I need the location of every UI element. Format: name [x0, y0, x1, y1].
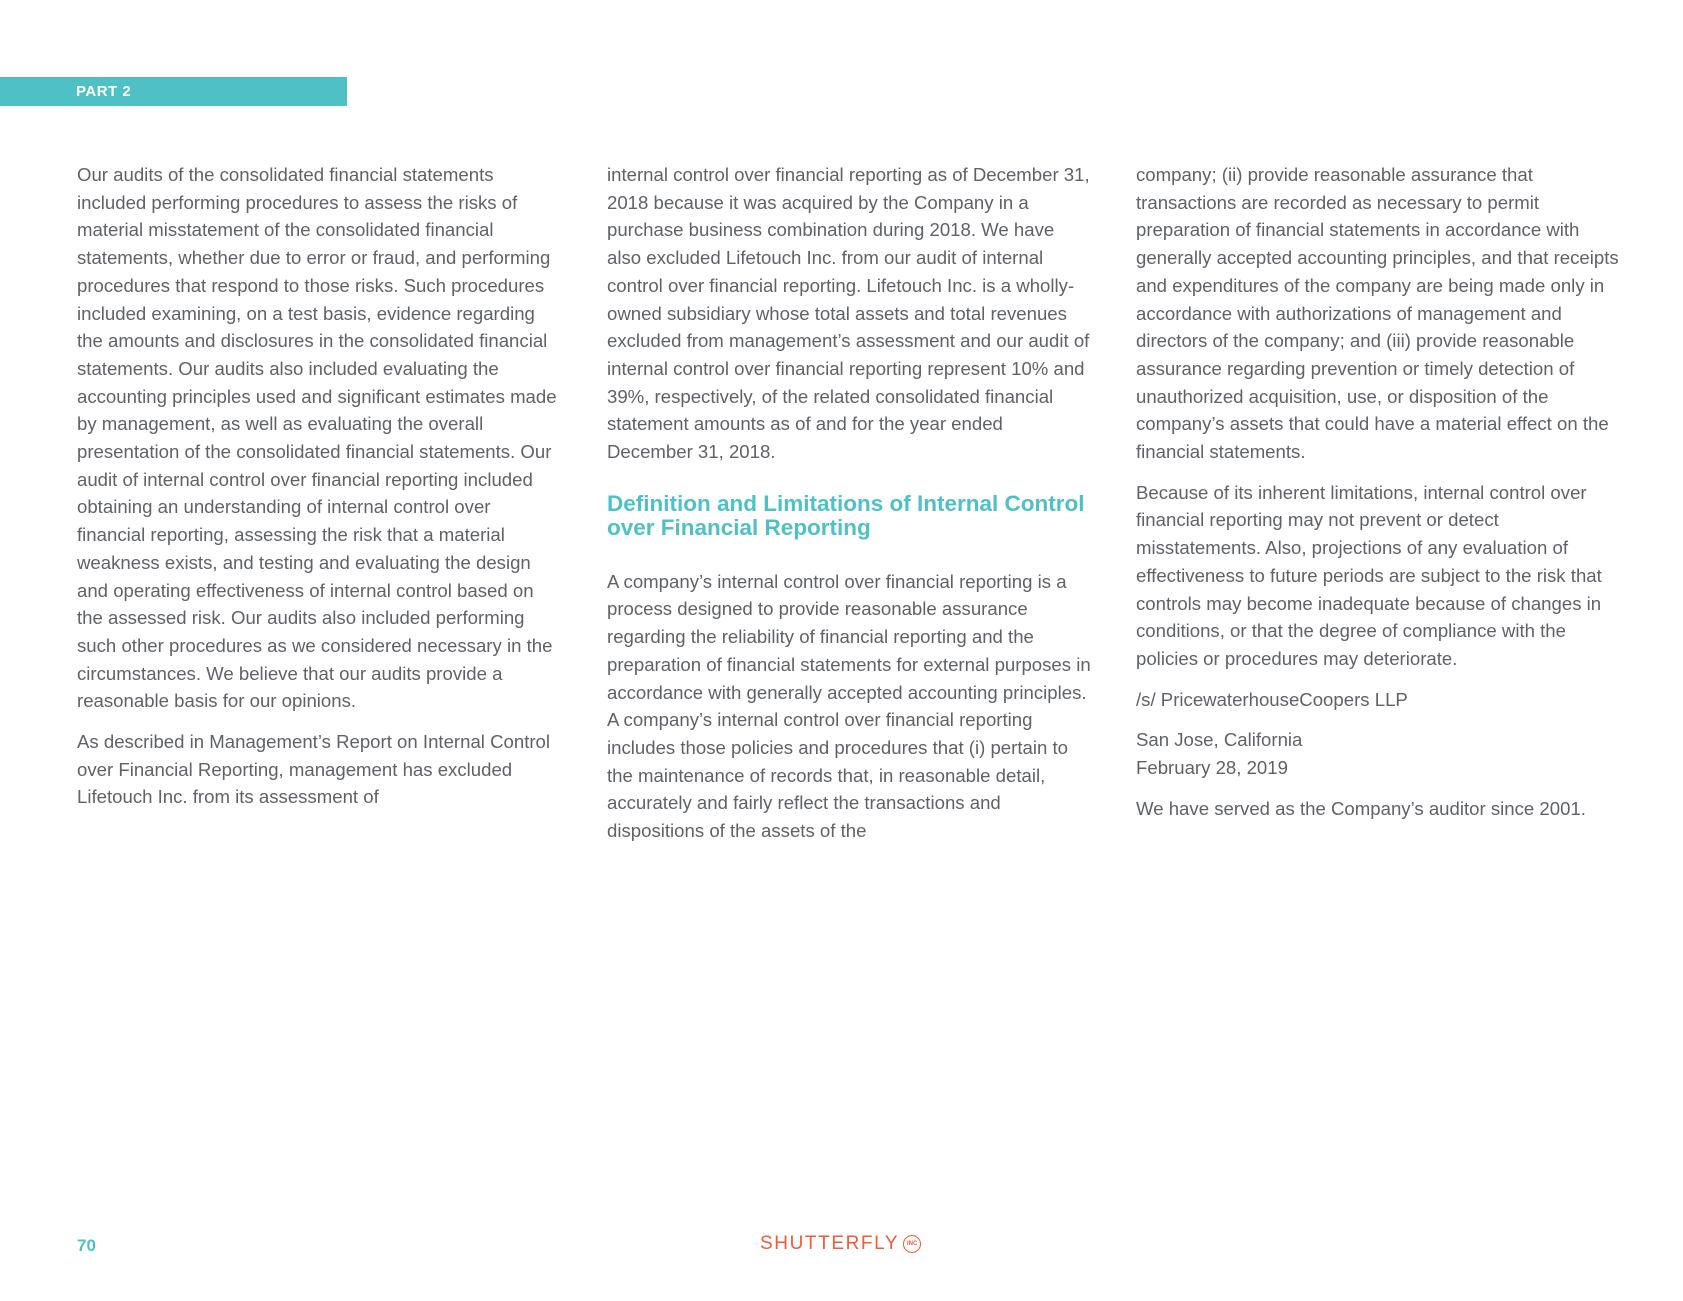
text-column-middle [607, 161, 1093, 858]
section-heading: Definition and Limitations of Internal Control over Financial Reporting [607, 490, 1085, 540]
signature-location: San Jose, California [1136, 729, 1303, 751]
text-column-left [77, 161, 563, 824]
section-tab [0, 77, 347, 106]
auditor-tenure: We have served as the Company’s auditor since 2001. [1136, 797, 1586, 819]
text-column-right [1136, 161, 1622, 835]
brand-logo [760, 1231, 921, 1257]
paragraph: A company’s internal control over financial reporting is a process designed to provide reasonable assurance regarding the reliability of financial reporting and the preparation of financial statements for external purposes in accordance with generally accepted accounting principles. A company’s internal control over financial reporting includes those policies and procedures that (i) pertain to the maintenance of records that, in reasonable detail, accurately and fairly reflect the transactions and dispositions of the assets of the [607, 570, 1091, 842]
paragraph: company; (ii) provide reasonable assurance that transactions are recorded as necessary to permit preparation of financial statements in accordance with generally accepted accounting principles, and that receipts and expenditures of the company are being made only in accordance with authorizations of management and directors of the company; and (iii) provide reasonable assurance regarding prevention or timely detection of unauthorized acquisition, use, or disposition of the company’s assets that could have a material effect on the financial statements. [1136, 164, 1619, 463]
page-number: 70 [77, 1236, 96, 1255]
paragraph: As described in Management’s Report on Internal Control over Financial Reporting, management has excluded Lifetouch Inc. from its assessment of [77, 731, 551, 808]
auditor-signature: /s/ PricewaterhouseCoopers LLP [1136, 688, 1408, 710]
signature-block [1136, 726, 1622, 781]
paragraph: Our audits of the consolidated financial statements included performing procedures to assess the risks of material misstatement of the consolidated financial statements, whether due to error or fraud, and performing procedures that respond to those risks. Such procedures included examining, on a test basis, evidence regarding the amounts and disclosures in the consolidated financial statements. Our audits also included evaluating the accounting principles used and significant estimates made by management, as well as evaluating the overall presentation of the consolidated financial statements. Our audit of internal control over financial reporting included obtaining an understanding of internal control over financial reporting, assessing the risk that a material weakness exists, and testing and evaluating the design and operating effectiveness of internal control based on the assessed risk. Our audits also included performing such other procedures as we considered necessary in the circumstances. We believe that our audits provide a reasonable basis for our opinions. [77, 164, 557, 712]
paragraph: Because of its inherent limitations, internal control over financial reporting may not prevent or detect misstatements. Also, projections of any evaluation of effectiveness to future periods are subject to the risk that controls may become inadequate because of changes in conditions, or that the degree of compliance with the policies or procedures may deteriorate. [1136, 481, 1602, 669]
paragraph: internal control over financial reporting as of December 31, 2018 because it was acquired by the Company in a purchase business combination during 2018. We have also excluded Lifetouch Inc. from our audit of internal control over financial reporting. Lifetouch Inc. is a wholly-owned subsidiary whose total assets and total revenues excluded from management’s assessment and our audit of internal control over financial reporting represent 10% and 39%, respectively, of the related consolidated financial statement amounts as of and for the year ended December 31, 2018. [607, 164, 1090, 463]
inc-seal-icon: INC [903, 1235, 921, 1253]
brand-name: SHUTTERFLY [760, 1233, 900, 1254]
signature-date: February 28, 2019 [1136, 757, 1288, 779]
section-label: PART 2 [76, 83, 132, 100]
